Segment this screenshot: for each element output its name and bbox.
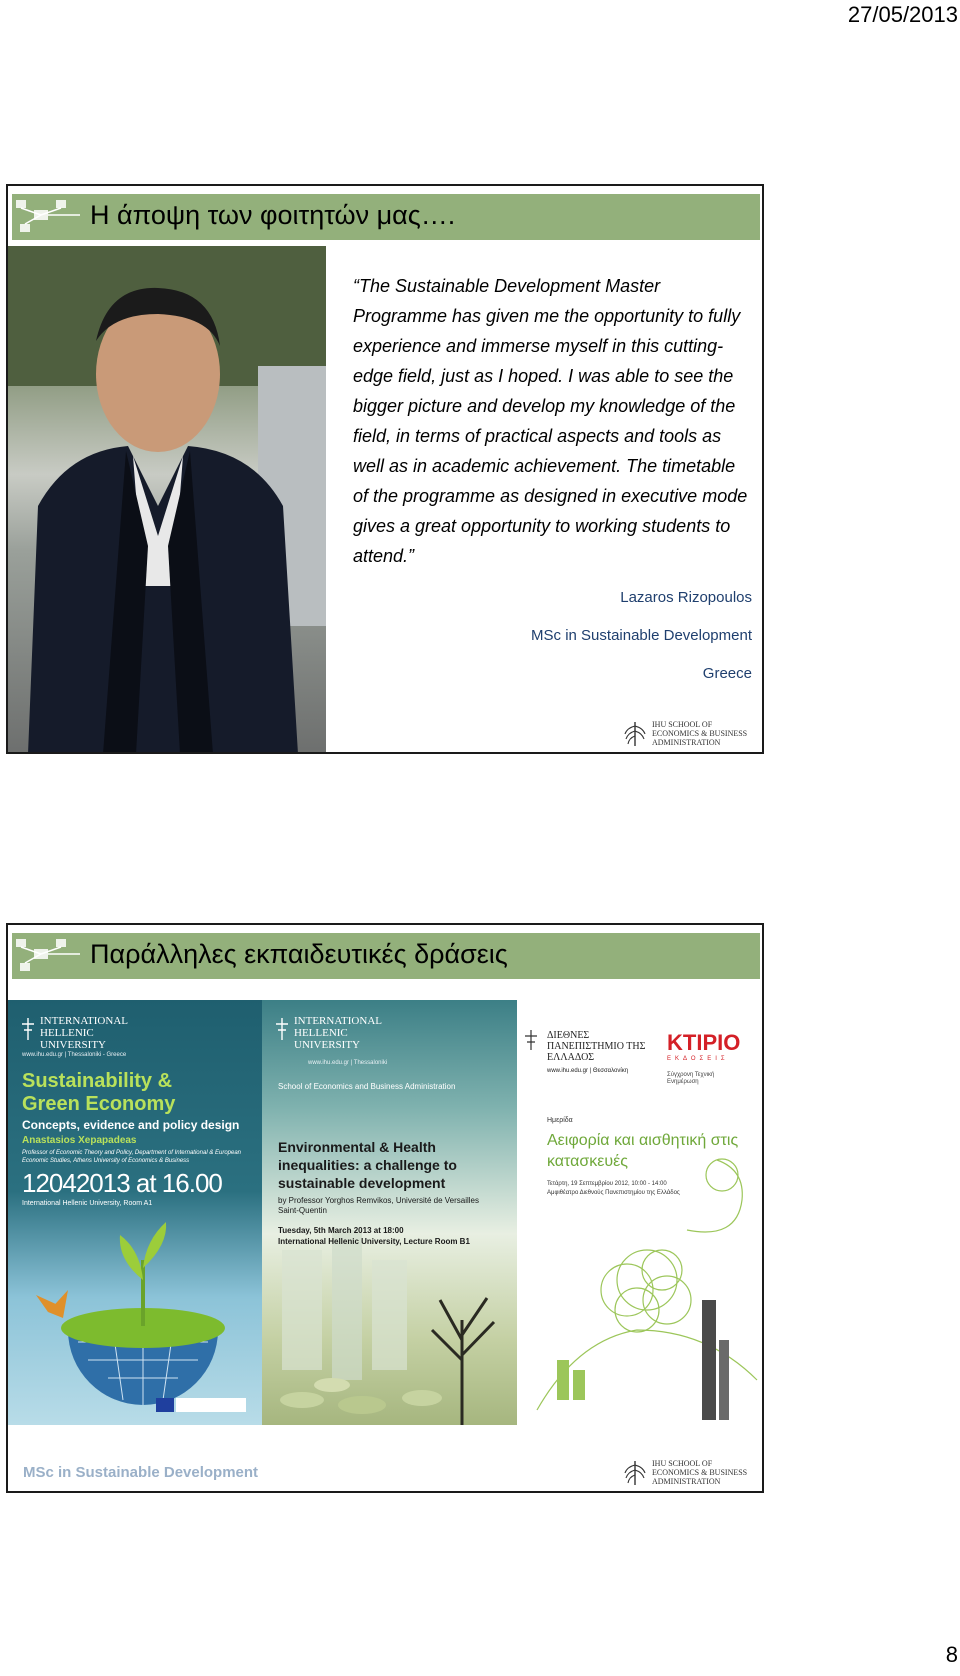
page-date: 27/05/2013 <box>847 2 958 27</box>
poster3-venue: Αμφιθέατρο Διεθνούς Πανεπιστημίου της Ελλάδος <box>547 1190 680 1196</box>
student-photo <box>8 246 326 754</box>
globe-seedling-illustration <box>8 1000 262 1425</box>
poster1-url: www.ihu.edu.gr | Thessaloniki - Greece <box>22 1052 127 1058</box>
poster1-subtitle: Concepts, evidence and policy design <box>22 1118 240 1132</box>
poster1-speaker: Anastasios Xepapadeas <box>22 1135 137 1146</box>
network-logo-icon <box>12 933 82 979</box>
slide-student-testimonial <box>6 184 764 754</box>
ihu-school-logo <box>622 720 752 750</box>
poster-sustainability-green-economy <box>8 1000 262 1425</box>
network-logo-icon <box>12 194 82 240</box>
poster2-title: Environmental & Health inequalities: a challenge to sustainable development <box>278 1139 457 1191</box>
ktirio-brand: ΚΤΙΡΙΟ <box>667 1030 741 1055</box>
laurel-icon <box>622 720 648 748</box>
poster2-school: School of Economics and Business Administration <box>278 1082 456 1091</box>
poster2-room: International Hellenic University, Lecture Room B1 <box>278 1237 470 1246</box>
testimonial-author: Lazaros Rizopoulos <box>620 589 752 606</box>
ihu-school-logo <box>622 1459 752 1489</box>
testimonial-quote: “The Sustainable Development Master Programme has given me the opportunity to fully experience and immerse myself in this cutting-edge field, just as I hoped. I was able to see the bigger picture and develop my knowledge of the field, in terms of practical aspects and tools as well as in academic achievement. The timetable of the programme as designed in executive mode gives a great opportunity to working students to attend.” <box>353 276 748 566</box>
poster3-datetime: Τετάρτη, 19 Σεπτεμβρίου 2012, 10:00 - 14:00 <box>547 1181 667 1187</box>
poster1-affiliation: Professor of Economic Theory and Policy, Department of International & European Economic Studies, Athens University of Economics & Business <box>22 1150 242 1164</box>
poster1-datetime: 12042013 at 16.00 <box>22 1168 222 1198</box>
testimonial-program: MSc in Sustainable Development <box>531 627 752 644</box>
ktirio-brand-sub: ΕΚΔΟΣΕΙΣ <box>667 1056 729 1062</box>
slide-title-bar <box>12 933 760 979</box>
green-circles-illustration <box>517 1000 762 1425</box>
poster3-url: www.ihu.edu.gr | Θεσσαλονίκη <box>547 1068 629 1074</box>
slide-title-bar <box>12 194 760 240</box>
poster1-room: International Hellenic University, Room A1 <box>22 1200 153 1207</box>
slide-parallel-activities <box>6 923 764 1493</box>
ihu-logo-text: IHU SCHOOL OF ECONOMICS & BUSINESS ADMINISTRATION <box>652 720 748 747</box>
poster3-title: Αειφορία και αισθητική στις κατασκευές <box>547 1132 739 1170</box>
slide-title: Παράλληλες εκπαιδευτικές δράσεις <box>90 939 508 969</box>
poster1-university: INTERNATIONAL HELLENIC UNIVERSITY <box>40 1015 128 1051</box>
poster1-title: Sustainability & Green Economy <box>22 1070 176 1115</box>
laurel-icon <box>622 1459 648 1487</box>
poster2-url: www.ihu.edu.gr | Thessaloniki <box>308 1060 388 1066</box>
poster-sustainability-aesthetics <box>517 1000 762 1425</box>
poster2-speaker: by Professor Yorghos Remvikos, Université de Versailles Saint-Quentin <box>278 1196 479 1215</box>
poster2-datetime: Tuesday, 5th March 2013 at 18:00 <box>278 1226 404 1235</box>
ihu-logo-text: IHU SCHOOL OF ECONOMICS & BUSINESS ADMINISTRATION <box>652 1459 748 1486</box>
poster3-university: ΔΙΕΘΝΕΣ ΠΑΝΕΠΙΣΤΗΜΙΟ ΤΗΣ ΕΛΛΑΔΟΣ <box>547 1030 646 1063</box>
page-number: 8 <box>945 1642 958 1667</box>
poster2-university: INTERNATIONAL HELLENIC UNIVERSITY <box>294 1015 382 1051</box>
poster3-event-type: Ημερίδα <box>547 1117 573 1124</box>
poster-environmental-health-inequalities <box>262 1000 517 1425</box>
ktirio-brand-tag: Σύγχρονη Τεχνική Ενημέρωση <box>667 1072 715 1085</box>
slide-title: Η άποψη των φοιτητών μας…. <box>90 200 456 230</box>
student-photo-illustration <box>8 246 326 754</box>
testimonial-country: Greece <box>702 665 752 682</box>
footer-program-name: MSc in Sustainable Development <box>23 1464 259 1481</box>
